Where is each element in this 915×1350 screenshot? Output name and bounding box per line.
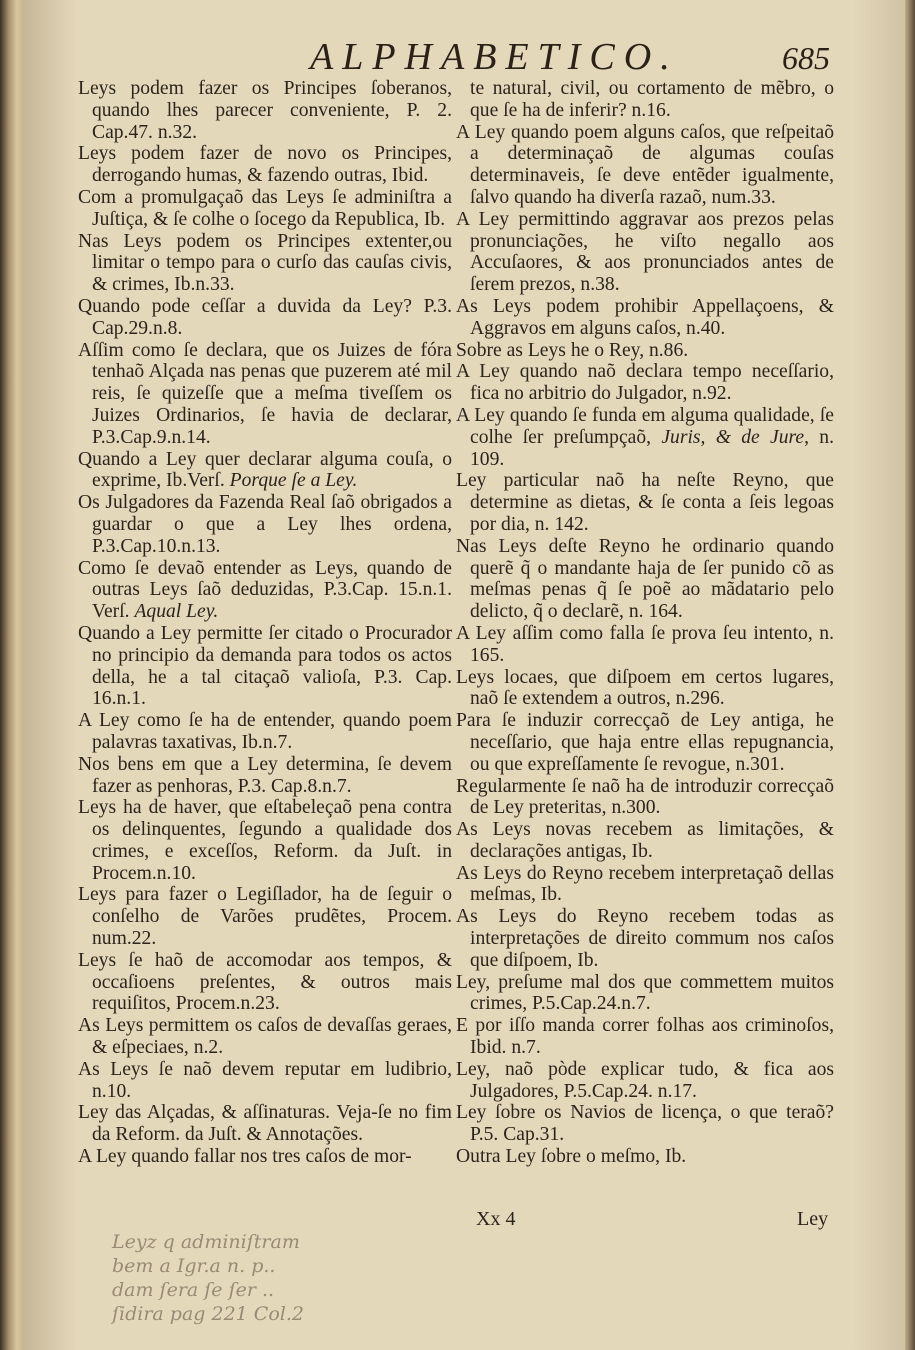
index-entry-text: Aſſim como ſe declara, que os Juizes de fóra tenhaõ Alçada nas penas que puzerem até mil reis, ſe quizeſſe que a meſma tiveſſem os Juizes Ordinarios, ſe havia de declarar, P.3.Cap.9.n.14.	[78, 339, 452, 448]
index-entry	[456, 1059, 834, 1103]
index-entry-text: Quando a Ley quer declarar alguma couſa, o exprime, Ib.Verſ.	[78, 448, 452, 492]
index-entry-text: te natural, civil, ou cortamento de mẽbro, o que ſe ha de inferir? n.16.	[470, 78, 834, 121]
index-entry	[456, 536, 834, 623]
index-entry	[456, 470, 834, 535]
handwritten-line: dam ſera ſe ſer ..	[112, 1279, 275, 1301]
running-header-title: ALPHABETICO.	[310, 36, 679, 78]
index-entry-text: Ley, preſume mal dos que commettem muitos crimes, P.5.Cap.24.n.7.	[456, 971, 834, 1015]
page-number: 685	[782, 40, 830, 76]
index-entry-text: Outra Ley ſobre o meſmo, Ib.	[456, 1146, 687, 1168]
index-entry-text: Quando a Ley permitte ſer citado o Procurador no principio da demanda para todos os actos della, he a tal citaçaõ valioſa, P.3. Cap. 16.n.1.	[78, 622, 452, 710]
index-entry	[456, 122, 834, 209]
index-entry-text: Quando pode ceſſar a duvida da Ley? P.3. Cap.29.n.8.	[78, 295, 452, 339]
index-entry-tail: , n. 109.	[470, 426, 835, 470]
index-entry-text: Nos bens em que a Ley determina, ſe devem fazer as penhoras, P.3. Cap.8.n.7.	[78, 753, 452, 797]
index-entry-text: Sobre as Leys he o Rey, n.86.	[456, 339, 689, 361]
index-entry-text: As Leys permittem os caſos de devaſſas geraes, & eſpeciaes, n.2.	[78, 1015, 452, 1059]
index-entry-text: Ley, naõ pòde explicar tudo, & fica aos Julgadores, P.5.Cap.24. n.17.	[456, 1058, 834, 1102]
catchword: Ley	[797, 1208, 829, 1230]
index-entry-text: Leys podem fazer os Principes ſoberanos, quando lhes parecer conveniente, P. 2. Cap.47. n.32.	[78, 78, 452, 143]
index-entry	[78, 884, 452, 949]
index-entry	[456, 819, 834, 863]
index-entry	[456, 972, 834, 1016]
index-entry	[456, 78, 834, 122]
index-entry-text: A Ley quando ſe funda em alguma qualidade, ſe colhe ſer preſumpçaõ,	[456, 404, 834, 448]
index-entry	[78, 492, 452, 557]
index-entry-text: A Ley quando fallar nos tres caſos de mor-	[78, 1146, 412, 1168]
index-entry	[456, 623, 834, 667]
handwritten-line: bem a Igr.a n. p..	[112, 1255, 276, 1277]
index-entry	[78, 754, 452, 798]
index-entry-text: Regularmente ſe naõ ha de introduzir correcçaõ de Ley preteritas, n.300.	[456, 775, 834, 819]
index-entry	[78, 797, 452, 884]
index-entry	[78, 950, 452, 1015]
index-entry	[456, 296, 834, 340]
index-entry	[456, 1102, 834, 1146]
handwritten-note	[112, 1230, 472, 1340]
index-entry	[78, 231, 452, 296]
index-entry	[456, 667, 834, 711]
right-column	[456, 78, 834, 1168]
index-entry	[78, 1015, 452, 1059]
index-entry-text: A Ley aſſim como falla ſe prova ſeu intento, n. 165.	[456, 622, 834, 666]
index-entry-text: A Ley quando naõ declara tempo neceſſario, fica no arbitrio do Julgador, n.92.	[456, 361, 834, 405]
index-entry-text: Com a promulgaçaõ das Leys ſe adminiſtra a Juſtiça, & ſe colhe o ſocego da Republica, Ib.	[78, 186, 452, 230]
index-entry	[456, 776, 834, 820]
index-entry-text: As Leys novas recebem as limitações, & declarações antigas, Ib.	[456, 819, 834, 862]
index-entry-text: Como ſe devaõ entender as Leys, quando de outras Leys ſaõ deduzidas, P.3.Cap. 15.n.1. Verſ.	[78, 557, 452, 623]
index-entry-text: Leys para fazer o Legiſlador, ha de ſeguir o conſelho de Varões prudẽtes, Procem. num.22.	[78, 884, 452, 950]
index-entry-text: As Leys ſe naõ devem reputar em ludibrio, n.10.	[78, 1058, 452, 1102]
index-entry-text: A Ley permittindo aggravar aos prezos pelas pronunciações, he viſto negallo aos Accuſaores, & aos pronunciados antes de ſerem prezos, n.38.	[456, 208, 834, 296]
index-entry-text: Ley particular naõ ha neſte Reyno, que determine as dietas, & ſe conta a ſeis legoas por dia, n. 142.	[456, 470, 834, 535]
index-entry	[78, 1059, 452, 1103]
index-entry-text: Leys podem fazer de novo os Principes, derrogando humas, & fazendo outras, Ibid.	[78, 143, 452, 187]
page-edge	[905, 0, 915, 1350]
index-entry	[78, 78, 452, 143]
index-entry-text: Ley das Alçadas, & aſſinaturas. Veja-ſe no fim da Reform. da Juſt. & Annotações.	[78, 1102, 452, 1146]
index-entry	[78, 449, 452, 493]
handwritten-line: ſidira pag 221 Col.2	[112, 1303, 304, 1325]
index-entry	[456, 1015, 834, 1059]
index-entry	[78, 710, 452, 754]
signature-mark: Xx 4	[476, 1208, 516, 1230]
index-entry-italic: Juris, & de Jure	[661, 426, 805, 448]
index-entry	[78, 143, 452, 187]
index-entry	[456, 405, 834, 470]
index-entry	[78, 187, 452, 231]
index-entry-text: As Leys podem prohibir Appellaçoens, & Aggravos em alguns caſos, n.40.	[456, 295, 834, 339]
index-entry-text: Leys ha de haver, que eſtabeleçaõ pena contra os delinquentes, ſegundo a qualidade dos crimes, e exceſſos, Reform. da Juſt. in Procem.n.10.	[78, 797, 452, 884]
handwritten-line: Leyz q adminiſtram	[112, 1231, 300, 1253]
index-entry-text: Para ſe induzir correcçaõ de Ley antiga, he neceſſario, que haja entre ellas repugnancia, ou que expreſſamente ſe revogue, n.301.	[456, 710, 834, 775]
index-entry	[78, 296, 452, 340]
index-entry	[456, 863, 834, 907]
index-entry	[78, 1146, 452, 1168]
index-entry	[78, 340, 452, 449]
index-entry-text: As Leys do Reyno recebem interpretaçaõ dellas meſmas, Ib.	[456, 862, 834, 906]
index-entry	[78, 623, 452, 710]
index-entry	[456, 361, 834, 405]
index-entry	[78, 558, 452, 623]
index-entry-text: Leys ſe haõ de accomodar aos tempos, & occaſioens preſentes, & outros mais requiſitos, Procem.n.23.	[78, 949, 452, 1015]
index-entry-text: Nas Leys podem os Principes extenter,ou limitar o tempo para o curſo das cauſas civis, & crimes, Ib.n.33.	[78, 230, 452, 296]
index-entry	[456, 906, 834, 971]
book-spine	[0, 0, 24, 1350]
index-entry-text: A Ley quando poem alguns caſos, que reſpeitaõ a determinaçaõ de algumas couſas determinaveis, ſe deve entẽder igualmente, ſalvo quando ha diverſa razaõ, num.33.	[456, 121, 834, 208]
index-entry	[78, 1102, 452, 1146]
index-entry-text: As Leys do Reyno recebem todas as interpretações de direito commum nos caſos que diſpoem, Ib.	[456, 906, 834, 971]
index-entry-text: Ley ſobre os Navios de licença, o que teraõ? P.5. Cap.31.	[456, 1102, 834, 1146]
index-entry-text: Os Julgadores da Fazenda Real ſaõ obrigados a guardar o que a Ley lhes ordena, P.3.Cap.10.n.13.	[78, 492, 452, 557]
index-entry	[456, 340, 834, 362]
index-entry-text: A Ley como ſe ha de entender, quando poem palavras taxativas, Ib.n.7.	[78, 710, 452, 753]
index-entry-text: E por iſſo manda correr folhas aos criminoſos, Ibid. n.7.	[456, 1015, 834, 1059]
left-column	[78, 78, 452, 1168]
index-entry-italic: Aqual Ley.	[134, 601, 219, 623]
index-entry-text: Nas Leys deſte Reyno he ordinario quando querẽ q̃ o mandante haja de ſer punido cõ as meſmas penas q̃ ſe poẽ ao mãdatario pelo delicto, q̃ o declarẽ, n. 164.	[456, 535, 834, 623]
index-entry-italic: Porque ſe a Ley.	[229, 470, 358, 492]
index-entry	[456, 710, 834, 775]
index-entry-text: Leys locaes, que diſpoem em certos lugares, naõ ſe extendem a outros, n.296.	[456, 666, 834, 710]
index-entry	[456, 209, 834, 296]
index-entry	[456, 1146, 834, 1168]
